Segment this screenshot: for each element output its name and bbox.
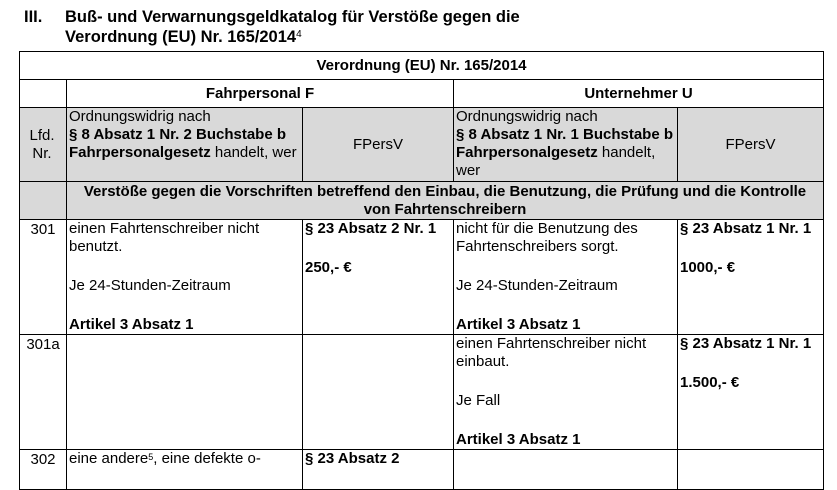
employer-fine: § 23 Absatz 1 Nr. 1 1000,- € — [678, 220, 824, 335]
row-number: 301 — [20, 220, 67, 335]
employer-fine: § 23 Absatz 1 Nr. 1 1.500,- € — [678, 335, 824, 450]
regulation-header-row — [20, 52, 824, 80]
driver-fine: § 23 Absatz 2 Nr. 1 250,- € — [303, 220, 454, 335]
section-row — [20, 182, 824, 220]
section-number: III. — [24, 8, 43, 26]
section-heading: Verstöße gegen die Vorschriften betreffend den Einbau, die Benutzung, die Prüfung und die Kontrolle von Fahrtenschreibern — [67, 182, 824, 220]
footnote-ref: 5 — [148, 452, 154, 462]
group-driver: Fahrpersonal F — [67, 80, 454, 108]
driver-fine: § 23 Absatz 2 — [303, 450, 454, 490]
col-employer-fpersv: FPersV — [678, 108, 824, 182]
col-driver-fpersv: FPersV — [303, 108, 454, 182]
row-number: 301a — [20, 335, 67, 450]
title-line-2: Verordnung (EU) Nr. 165/2014$^4$ — [65, 28, 302, 46]
row-number: 302 — [20, 450, 67, 490]
driver-fine — [303, 335, 454, 450]
fine-catalog-table — [19, 51, 824, 490]
driver-offense: eine andere$^5$, eine defekte o- — [67, 450, 303, 490]
employer-offense: nicht für die Benutzung des Fahrtenschreibers sorgt. Je 24-Stunden-Zeitraum Artikel 3 Absatz 1 — [454, 220, 678, 335]
driver-offense — [67, 335, 303, 450]
table-row — [20, 220, 824, 335]
group-employer: Unternehmer U — [454, 80, 824, 108]
title-line-1: Buß- und Verwarnungsgeldkatalog für Verstöße gegen die — [65, 8, 520, 26]
table-row — [20, 335, 824, 450]
column-header-row — [20, 108, 824, 182]
col-employer-description: Ordnungswidrig nach § 8 Absatz 1 Nr. 1 Buchstabe b Fahrpersonalgesetz handelt, wer — [454, 108, 678, 182]
footnote-ref: 4 — [296, 29, 302, 40]
employer-offense: einen Fahrtenschreiber nicht einbaut. Je Fall Artikel 3 Absatz 1 — [454, 335, 678, 450]
col-lfd-nr: Lfd. Nr. — [20, 108, 67, 182]
driver-offense: einen Fahrtenschreiber nicht benutzt. Je 24-Stunden-Zeitraum Artikel 3 Absatz 1 — [67, 220, 303, 335]
group-header-row — [20, 80, 824, 108]
regulation-header: Verordnung (EU) Nr. 165/2014 — [20, 52, 824, 80]
col-driver-description: Ordnungswidrig nach § 8 Absatz 1 Nr. 2 Buchstabe b Fahrpersonalgesetz handelt, wer — [67, 108, 303, 182]
section-title — [65, 7, 825, 47]
